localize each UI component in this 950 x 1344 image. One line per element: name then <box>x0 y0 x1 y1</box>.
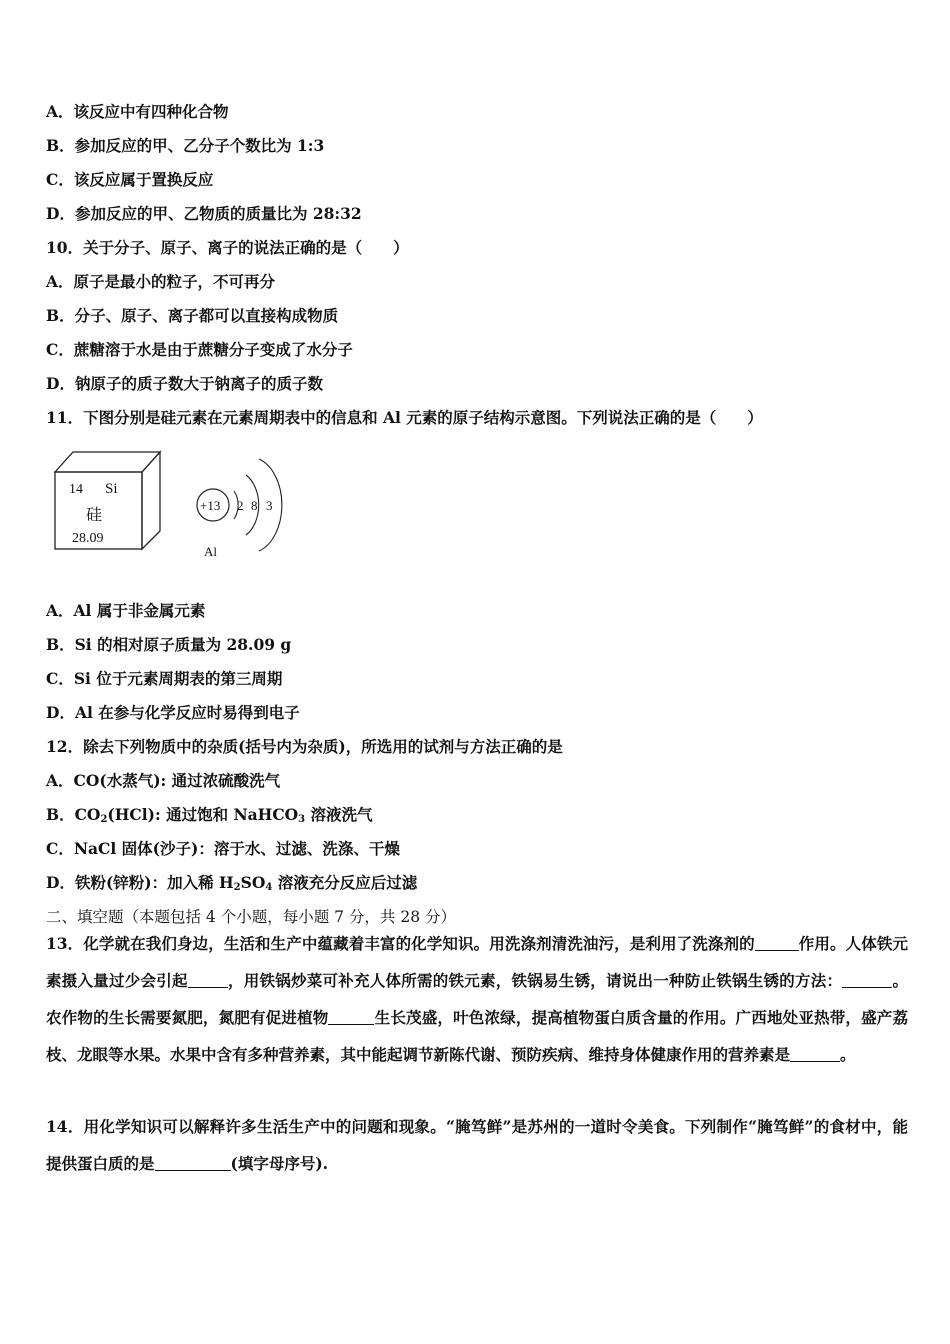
q11-option-c: C．Si 位于元素周期表的第三周期 <box>46 669 283 688</box>
q11-option-d: D．Al 在参与化学反应时易得到电子 <box>46 703 300 722</box>
q13-blank-2[interactable] <box>188 973 228 988</box>
q13-blank-4[interactable] <box>328 1010 374 1025</box>
shell-1-electrons: 2 <box>237 498 244 513</box>
q11-option-a: A．Al 属于非金属元素 <box>46 601 206 620</box>
question-13: 13．化学就在我们身边，生活和生产中蕴藏着丰富的化学知识。用洗涤剂清洗油污，是利用了洗涤剂的 作用。人体铁元素摄入量过少会引起 ，用铁锅炒菜可补充人体所需的铁元素，铁锅易生锈，请说出一种防止铁锅生锈的方法： 。农作物的生长需要氮肥，氮肥有促进植物 生长茂盛，叶色浓绿，提高植物蛋白质含量的作用。广西地处亚热带，盛产荔枝、龙眼等水果。水果中含有多种营养素，其中能起调节新陈代谢、预防疾病、维持身体健康作用的营养素是 。 <box>46 934 908 1064</box>
periodic-cell-figure <box>55 452 160 549</box>
shell-3-electrons: 3 <box>266 498 273 513</box>
q12-option-b: B．$CO_2(HCl)$: 通过饱和 NaHCO$_3$ 溶液洗气 <box>46 805 373 825</box>
q9-option-a: A．该反应中有四种化合物 <box>46 102 229 121</box>
q13-blank-3[interactable] <box>842 973 892 988</box>
nucleus-charge: +13 <box>200 498 221 513</box>
section-2-heading: 二、填空题（本题包括 4 个小题，每小题 7 分，共 28 分） <box>46 908 457 926</box>
q12-stem: 12．除去下列物质中的杂质(括号内为杂质)，所选用的试剂与方法正确的是 <box>46 737 563 756</box>
element-name: 硅 <box>86 507 103 524</box>
q13-blank-5[interactable] <box>790 1047 840 1062</box>
q9-option-b: B．参加反应的甲、乙分子个数比为 1:3 <box>46 136 325 155</box>
q11-option-b: B．Si 的相对原子质量为 28.09 g <box>46 635 292 654</box>
q14-blank[interactable] <box>155 1156 231 1171</box>
element-symbol: Si <box>105 481 118 497</box>
cell-side-face <box>142 452 160 549</box>
q10-option-c: C．蔗糖溶于水是由于蔗糖分子变成了水分子 <box>46 340 353 359</box>
element-mass: 28.09 <box>72 531 104 546</box>
q12-option-a: A．CO(水蒸气): 通过浓硫酸洗气 <box>46 771 281 790</box>
q11-figure <box>50 444 290 566</box>
element-number: 14 <box>69 482 83 497</box>
question-14: 14．用化学知识可以解释许多生活生产中的问题和现象。“腌笃鲜”是苏州的一道时令美食。下列制作“腌笃鲜”的食材中，能提供蛋白质的是 (填字母序号). <box>46 1117 908 1173</box>
q10-option-d: D．钠原子的质子数大于钠离子的质子数 <box>46 374 323 393</box>
q10-option-a: A．原子是最小的粒子，不可再分 <box>46 272 276 291</box>
q9-option-d: D．参加反应的甲、乙物质的质量比为 28:32 <box>46 204 362 223</box>
q11-stem: 11．下图分别是硅元素在元素周期表中的信息和 Al 元素的原子结构示意图。下列说法正确的是（ ） <box>46 408 763 427</box>
q13-blank-1[interactable] <box>755 936 799 951</box>
q10-stem: 10．关于分子、原子、离子的说法正确的是（ ） <box>46 238 409 257</box>
atom-structure-diagram <box>197 459 282 559</box>
q9-option-c: C．该反应属于置换反应 <box>46 170 214 189</box>
atom-label: Al <box>204 544 217 559</box>
q12-option-c: C．NaCl 固体(沙子)：溶于水、过滤、洗涤、干燥 <box>46 839 400 858</box>
q12-option-d: D．铁粉(锌粉)：加入稀 $H_2SO_4$ 溶液充分反应后过滤 <box>46 873 418 893</box>
shell-2-electrons: 8 <box>251 498 258 513</box>
q10-option-b: B．分子、原子、离子都可以直接构成物质 <box>46 306 339 325</box>
